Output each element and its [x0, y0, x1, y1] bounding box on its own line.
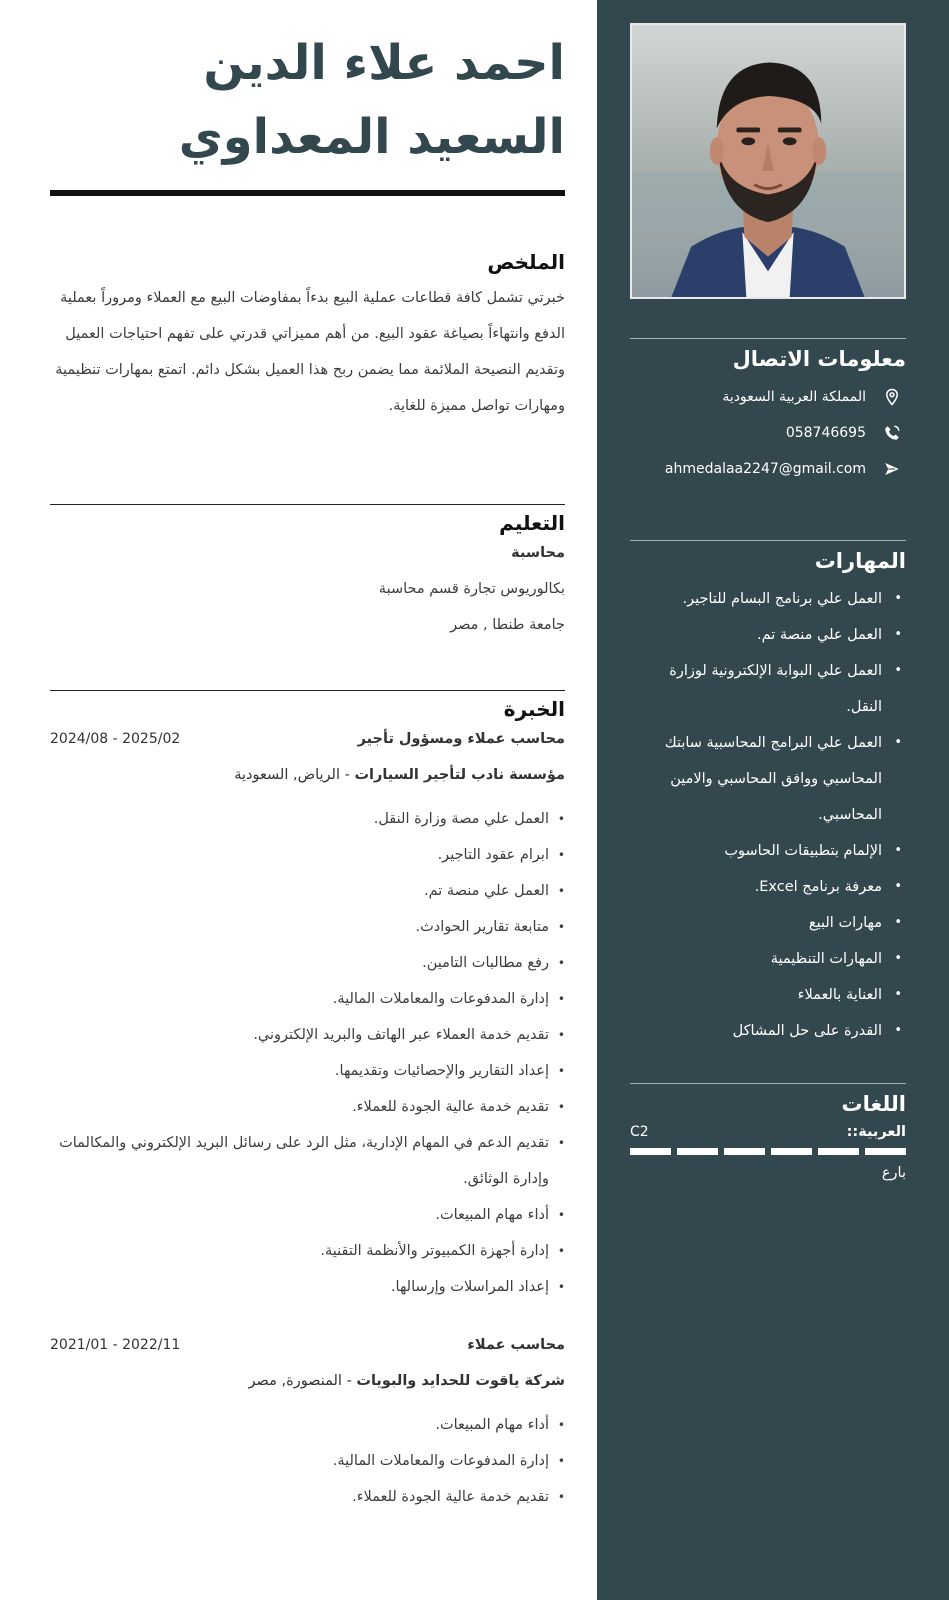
skills-list: [630, 581, 906, 1049]
language-bar-segment: [865, 1148, 906, 1155]
job-duty-item: • إعداد المراسلات وإرسالها.: [50, 1269, 565, 1305]
send-icon: [882, 459, 902, 479]
skill-item: • العمل علي برنامج البسام للتاجير.: [630, 581, 906, 617]
education-divider: [50, 504, 565, 505]
job-duty-item: • تقديم خدمة عالية الجودة للعملاء.: [50, 1089, 565, 1125]
language-name: العربية::: [846, 1124, 906, 1140]
job-duty-item: • العمل علي منصة تم.: [50, 873, 565, 909]
skill-item: • الإلمام بتطبيقات الحاسوب: [630, 833, 906, 869]
contact-divider: [630, 338, 906, 339]
skill-item: • العمل علي البوابة الإلكترونية لوزارة النقل.: [630, 653, 906, 725]
job-dates: 2024/08 - 2025/02: [50, 731, 181, 747]
languages-divider: [630, 1083, 906, 1084]
language-row: [630, 1124, 906, 1140]
skill-item: • العمل علي منصة تم.: [630, 617, 906, 653]
education-school: جامعة طنطا , مصر: [450, 617, 565, 633]
job-duty-item: • أداء مهام المبيعات.: [50, 1407, 565, 1443]
language-bar-segment: [677, 1148, 718, 1155]
job-duty-item: • العمل علي مصة وزارة النقل.: [50, 801, 565, 837]
experience-title: الخبرة: [503, 697, 565, 721]
languages-section: [630, 1083, 906, 1181]
job-company: مؤسسة نادب لتأجير السيارات: [354, 767, 565, 783]
name-line-2: السعيد المعداوي: [178, 109, 565, 165]
language-level: بارع: [881, 1165, 906, 1181]
language-level-bar: [630, 1148, 906, 1155]
experience-section: [50, 690, 565, 1515]
job-duties-list: [50, 1407, 565, 1515]
job-duty-item: • ابرام عقود التاجير.: [50, 837, 565, 873]
full-name: [50, 26, 565, 174]
sidebar: [597, 0, 949, 1600]
job-company-line: [50, 1363, 565, 1399]
language-bar-segment: [630, 1148, 671, 1155]
contact-email[interactable]: ahmedalaa2247@gmail.com: [664, 461, 866, 477]
job-duty-item: • رفع مطالبات التامين.: [50, 945, 565, 981]
job-duty-item: • إدارة المدفوعات والمعاملات المالية.: [50, 1443, 565, 1479]
skill-item: • المهارات التنظيمية: [630, 941, 906, 977]
skills-divider: [630, 540, 906, 541]
skill-item: • القدرة على حل المشاكل: [630, 1013, 906, 1049]
job-title: محاسب عملاء: [467, 1337, 565, 1353]
location-pin-icon: [882, 387, 902, 407]
job-location: - المنصورة, مصر: [248, 1373, 357, 1389]
education-program: بكالوريوس تجارة قسم محاسبة: [378, 581, 565, 597]
phone-icon: [882, 423, 902, 443]
contact-email-row: [630, 451, 906, 487]
job-header: [50, 1327, 565, 1363]
language-bar-segment: [771, 1148, 812, 1155]
skill-item: • معرفة برنامج Excel.: [630, 869, 906, 905]
profile-photo-image: [632, 25, 904, 297]
skill-item: • مهارات البيع: [630, 905, 906, 941]
name-line-1: احمد علاء الدين: [203, 35, 565, 91]
skill-item: • العمل علي البرامج المحاسبية سابتك المحاسبي ووافق المحاسبي والامين المحاسبي.: [630, 725, 906, 833]
job-dates: 2021/01 - 2022/11: [50, 1337, 181, 1353]
skills-section: [630, 540, 906, 1049]
skills-title: المهارات: [814, 549, 906, 573]
job-title: محاسب عملاء ومسؤول تأجير: [357, 731, 565, 747]
job-duty-item: • تقديم الدعم في المهام الإدارية، مثل الرد على رسائل البريد الإلكتروني والمكالمات وإدارة الوثائق.: [50, 1125, 565, 1197]
education-section: [50, 504, 565, 643]
job-duties-list: [50, 801, 565, 1305]
languages-title: اللغات: [841, 1092, 906, 1116]
experience-divider: [50, 690, 565, 691]
language-code: C2: [630, 1124, 649, 1140]
education-title: التعليم: [499, 511, 565, 535]
summary-section: [50, 250, 565, 424]
job-company: شركة ياقوت للحدايد والبويات: [356, 1373, 565, 1389]
contact-title: معلومات الاتصال: [732, 347, 906, 371]
job-duty-item: • إعداد التقارير والإحصائيات وتقديمها.: [50, 1053, 565, 1089]
job-duty-item: • إدارة أجهزة الكمبيوتر والأنظمة التقنية.: [50, 1233, 565, 1269]
job-duty-item: • أداء مهام المبيعات.: [50, 1197, 565, 1233]
summary-text: خبرتي تشمل كافة قطاعات عملية البيع بدءاً بمفاوضات البيع مع العملاء ومروراً بعملية الدفع وانتهاءاً بصياغة عقود البيع. من أهم مميزاتي قدرتي على تفهم احتياجات العميل وتقديم النصيحة الملائمة مما يضمن ربح هذا العميل بشكل دائم. اتمتع بمهارات تنظيمية ومهارات تواصل مميزة للغاية.: [55, 290, 565, 414]
job-duty-item: • تقديم خدمة عالية الجودة للعملاء.: [50, 1479, 565, 1515]
job-header: [50, 721, 565, 757]
skill-item: • العناية بالعملاء: [630, 977, 906, 1013]
job-company-line: [50, 757, 565, 793]
job-entry: [50, 721, 565, 1305]
contact-section: [630, 338, 906, 487]
language-bar-segment: [818, 1148, 859, 1155]
contact-location-row: [630, 379, 906, 415]
profile-photo: [630, 23, 906, 299]
job-entry: [50, 1327, 565, 1515]
contact-location: المملكة العربية السعودية: [722, 389, 866, 405]
contact-phone[interactable]: 058746695: [785, 425, 866, 441]
job-duty-item: • تقديم خدمة العملاء عبر الهاتف والبريد الإلكتروني.: [50, 1017, 565, 1053]
contact-phone-row: [630, 415, 906, 451]
education-degree: محاسبة: [511, 545, 565, 561]
job-duty-item: • إدارة المدفوعات والمعاملات المالية.: [50, 981, 565, 1017]
language-bar-segment: [724, 1148, 765, 1155]
job-duty-item: • متابعة تقارير الحوادث.: [50, 909, 565, 945]
summary-title: الملخص: [487, 250, 565, 274]
job-location: - الرياض, السعودية: [234, 767, 355, 783]
name-underline: [50, 190, 565, 196]
